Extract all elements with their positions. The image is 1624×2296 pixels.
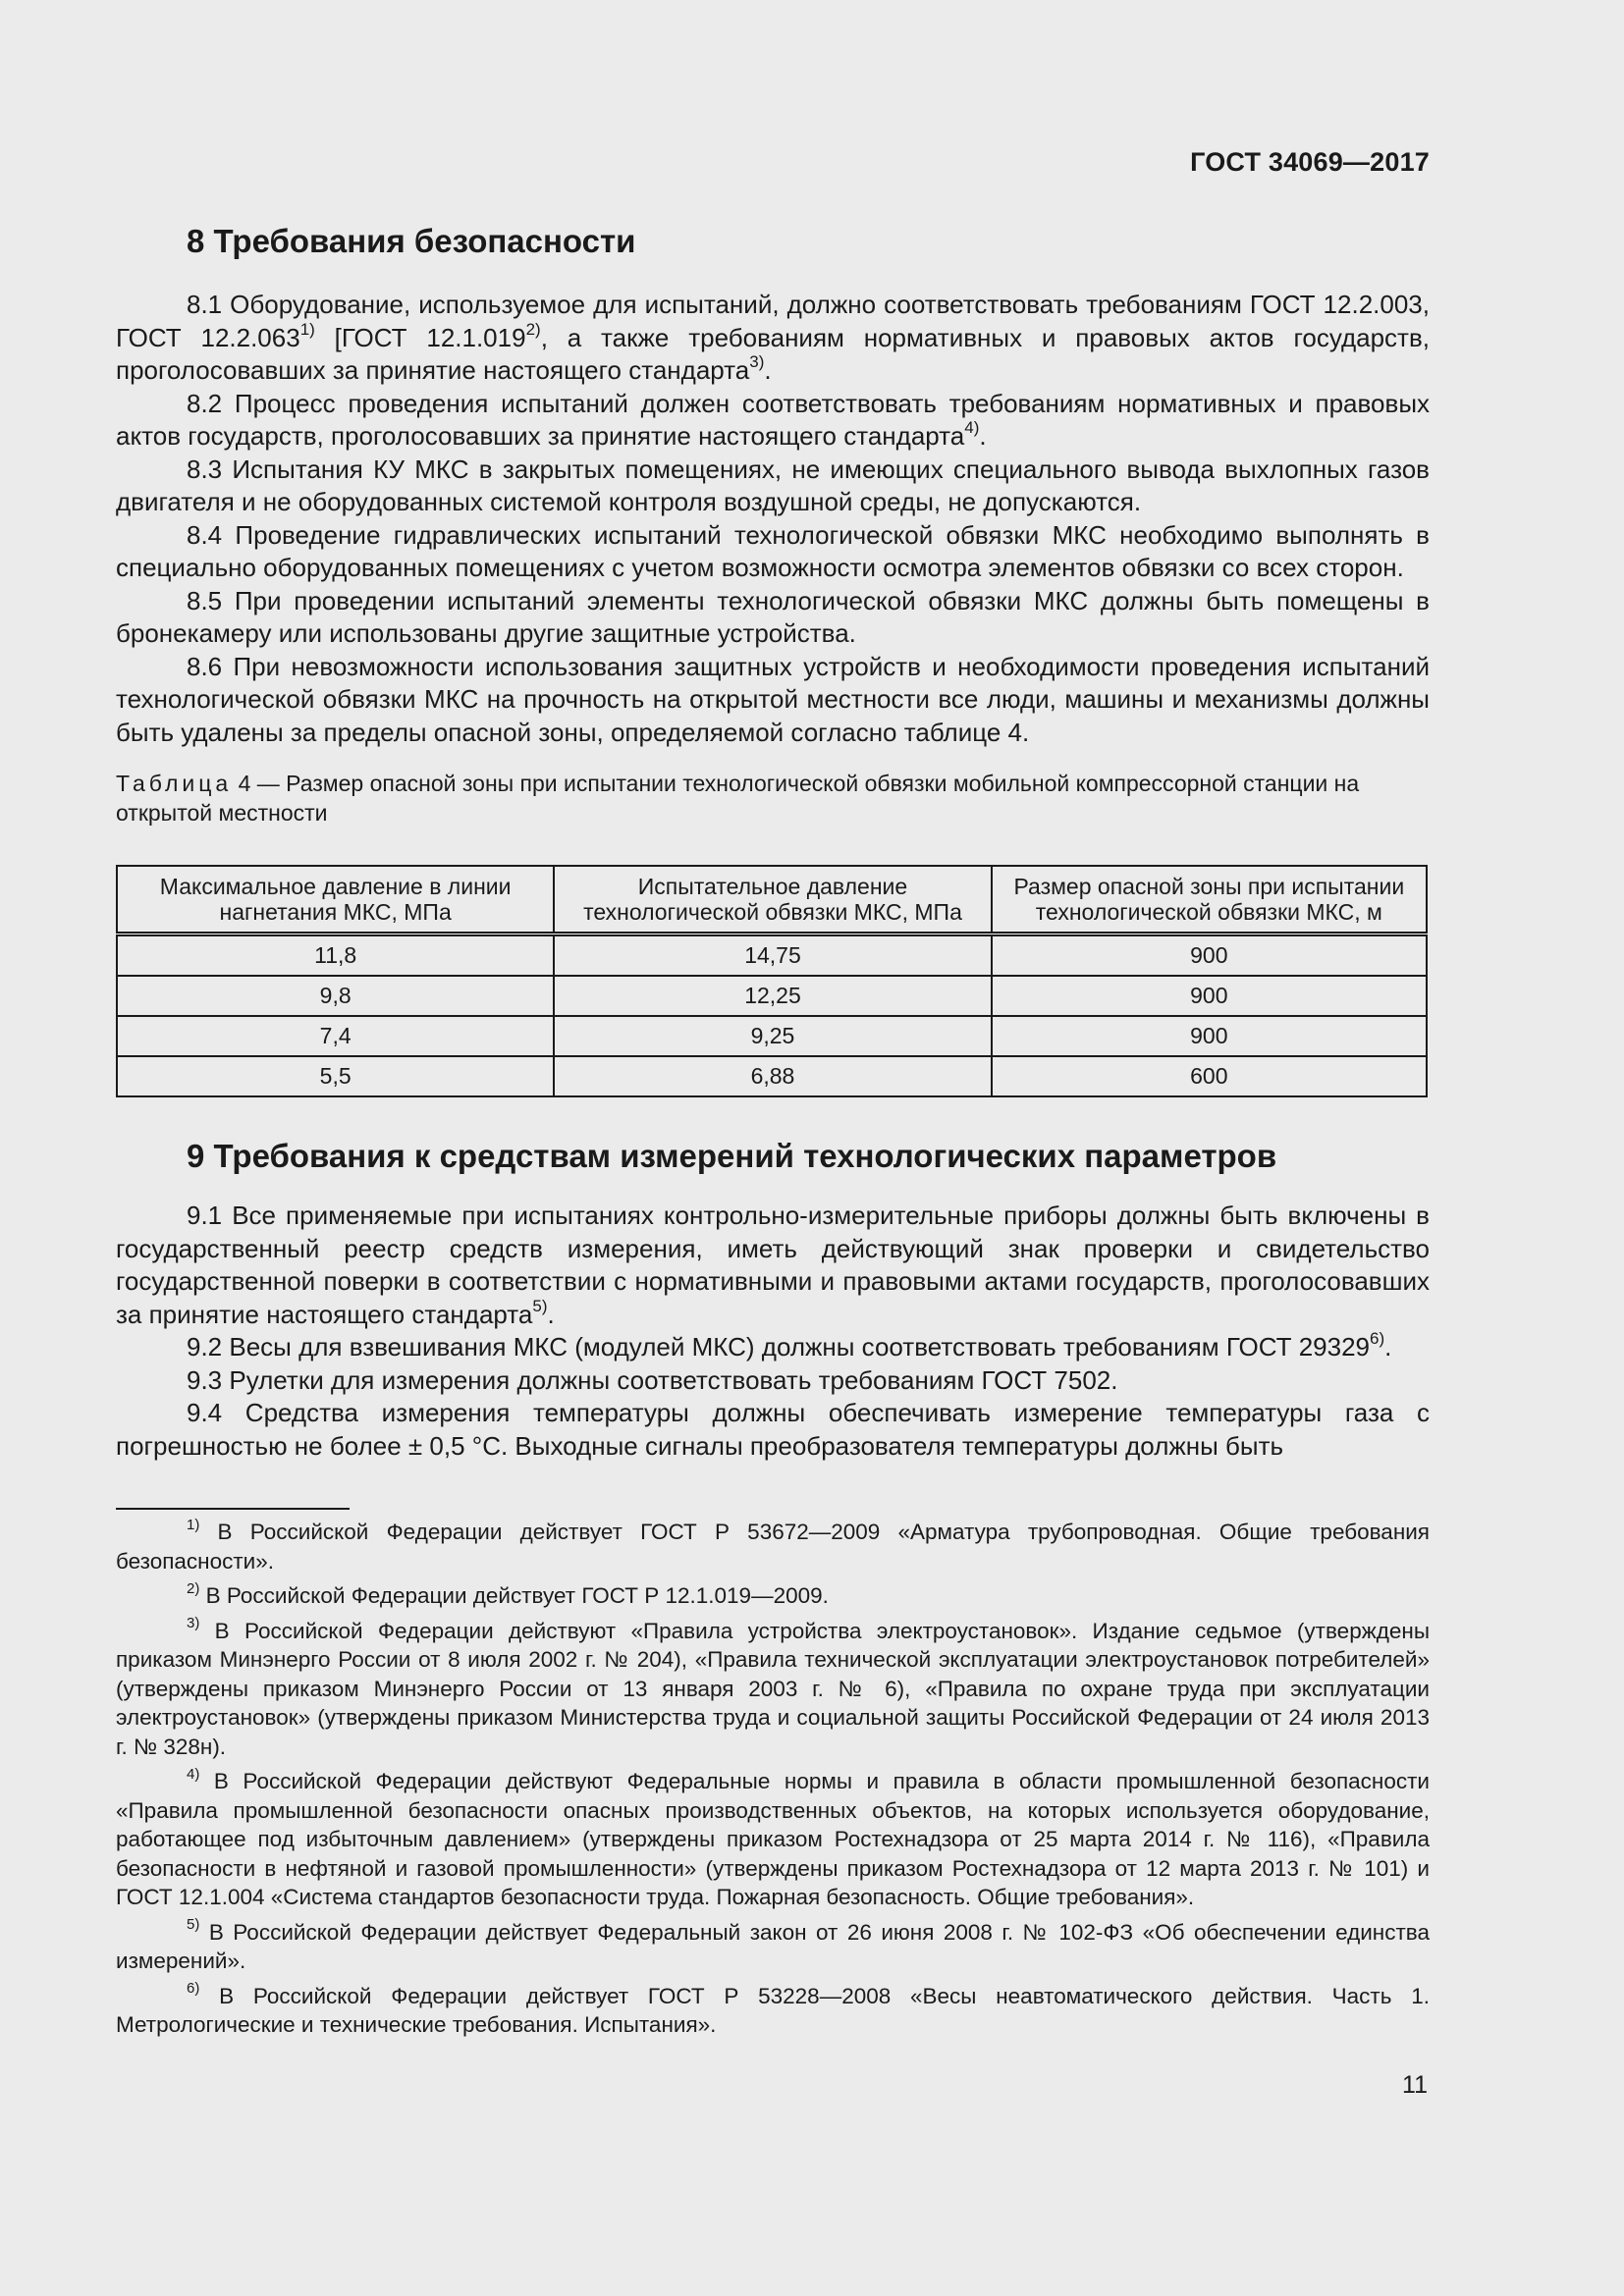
table-cell: 11,8 [117, 934, 554, 977]
footnote-6: $^{6)}$ В Российской Федерации действует ГОСТ Р 53228—2008 «Весы неавтоматического действия. Часть 1. Метрологические и технические требования. Испытания». [116, 1980, 1430, 2037]
table-cell: 6,88 [554, 1056, 991, 1096]
footnote-ref-2[interactable]: 2) [525, 319, 541, 339]
table-cell: 600 [992, 1056, 1427, 1096]
paragraph-8-6: 8.6 При невозможности использования защитных устройств и необходимости проведения испытаний технологической обвязки МКС на прочность на открытой местности все люди, машины и механизмы должны быть удалены за пределы опасной зоны, определяемой согласно таблице 4. [116, 651, 1430, 747]
footnote-ref-4[interactable]: 4) [964, 418, 980, 438]
table-header-row [117, 866, 1427, 934]
table-cell: 9,8 [117, 976, 554, 1016]
paragraph-9-1: 9.1 Все применяемые при испытаниях контрольно-измерительные приборы должны быть включены в государственный реестр средств измерения, иметь действующий знак проверки и свидетельство государственной поверки в соответствии с нормативными и правовыми актами государств, проголосовавших за принятие настоящего стандарта$^{5)}$. [116, 1201, 1430, 1329]
header-danger-zone: Размер опасной зоны при испытании технологической обвязки МКС, м [992, 866, 1427, 934]
table-row [117, 1016, 1427, 1056]
document-id-header: ГОСТ 34069—2017 [1190, 147, 1430, 177]
paragraph-9-4: 9.4 Средства измерения температуры должны обеспечивать измерение температуры газа с погрешностью не более ± 0,5 °С. Выходные сигналы преобразователя температуры должны быть [116, 1398, 1430, 1461]
header-max-pressure: Максимальное давление в линии нагнетания МКС, МПа [117, 866, 554, 934]
paragraph-8-4: 8.4 Проведение гидравлических испытаний технологической обвязки МКС необходимо выполнять в специально оборудованных помещениях с учетом возможности осмотра элементов обвязки со всех сторон. [116, 519, 1430, 582]
table-cell: 5,5 [117, 1056, 554, 1096]
table-cell: 900 [992, 1016, 1427, 1056]
footnote-4: $^{4)}$ В Российской Федерации действуют Федеральные нормы и правила в области промышленной безопасности «Правила промышленной безопасности опасных производственных объектов, на которых используется оборудование, работающее под избыточным давлением» (утверждены приказом Ростехнадзора от 25 марта 2014 г. № 116), «Правила безопасности в нефтяной и газовой промышленности» (утверждены приказом Ростехнадзора от 12 марта 2013 г. № 101) и ГОСТ 12.1.004 «Система стандартов безопасности труда. Пожарная безопасность. Общие требования». [116, 1765, 1430, 1909]
footnote-ref-1[interactable]: 1) [299, 319, 315, 339]
table-row [117, 1056, 1427, 1096]
table-4-caption [116, 769, 1430, 828]
table-cell: 9,25 [554, 1016, 991, 1056]
footnote-5: $^{5)}$ В Российской Федерации действует Федеральный закон от 26 июня 2008 г. № 102-ФЗ «Об обеспечении единства измерений». [116, 1916, 1430, 1973]
page-number: 11 [1402, 2071, 1428, 2099]
footnote-ref-6[interactable]: 6) [1370, 1329, 1385, 1349]
section-8-title: 8 Требования безопасности [187, 223, 636, 259]
footnote-3: $^{3)}$ В Российской Федерации действуют «Правила устройства электроустановок». Издание седьмое (утверждены приказом Минэнерго России от 8 июля 2002 г. № 204), «Правила технической эксплуатации электроустановок потребителей» (утверждены приказом Минэнерго России от 13 января 2003 г. № 6), «Правила по охране труда при эксплуатации электроустановок» (утверждены приказом Министерства труда и социальной защиты Российской Федерации от 24 июля 2013 г. № 328н). [116, 1615, 1430, 1759]
table-caption-label: Таблица [116, 771, 233, 796]
footnote-ref-5[interactable]: 5) [532, 1296, 548, 1315]
table-cell: 14,75 [554, 934, 991, 977]
paragraph-9-3: 9.3 Рулетки для измерения должны соответствовать требованиям ГОСТ 7502. [187, 1364, 1118, 1395]
footnote-divider [116, 1508, 350, 1510]
page-content [116, 220, 1430, 2046]
table-4 [116, 865, 1428, 1097]
footnote-2: $^{2)}$ В Российской Федерации действует ГОСТ Р 12.1.019—2009. [187, 1579, 829, 1608]
table-row [117, 934, 1427, 977]
table-cell: 900 [992, 976, 1427, 1016]
table-cell: 12,25 [554, 976, 991, 1016]
table-caption-text: 4 — Размер опасной зоны при испытании технологической обвязки мобильной компрессорной станции на открытой местности [116, 771, 1360, 826]
paragraph-8-2: 8.2 Процесс проведения испытаний должен соответствовать требованиям нормативных и правовых актов государств, проголосовавших за принятие настоящего стандарта$^{4)}$. [116, 388, 1430, 451]
footnote-ref-3[interactable]: 3) [749, 352, 765, 372]
paragraph-8-3: 8.3 Испытания КУ МКС в закрытых помещениях, не имеющих специального вывода выхлопных газов двигателя и не оборудованных системой контроля воздушной среды, не допускаются. [116, 454, 1430, 516]
table-row [117, 976, 1427, 1016]
paragraph-8-5: 8.5 При проведении испытаний элементы технологической обвязки МКС должны быть помещены в бронекамеру или использованы другие защитные устройства. [116, 585, 1430, 648]
footnote-1: $^{1)}$ В Российской Федерации действует ГОСТ Р 53672—2009 «Арматура трубопроводная. Общие требования безопасности». [116, 1516, 1430, 1574]
table-cell: 7,4 [117, 1016, 554, 1056]
section-9-title: 9 Требования к средствам измерений технологических параметров [187, 1138, 1277, 1174]
paragraph-8-1: 8.1 Оборудование, используемое для испытаний, должно соответствовать требованиям ГОСТ 12.2.003, ГОСТ 12.2.063$^{1)}$ [ГОСТ 12.1.019$^{2)}$, а также требованиям нормативных и правовых актов государств, проголосовавших за принятие настоящего стандарта$^{3)}$. [116, 290, 1430, 385]
header-test-pressure: Испытательное давление технологической обвязки МКС, МПа [554, 866, 991, 934]
table-cell: 900 [992, 934, 1427, 977]
paragraph-9-2: 9.2 Весы для взвешивания МКС (модулей МКС) должны соответствовать требованиям ГОСТ 29329$^{6)}$. [187, 1329, 1392, 1362]
